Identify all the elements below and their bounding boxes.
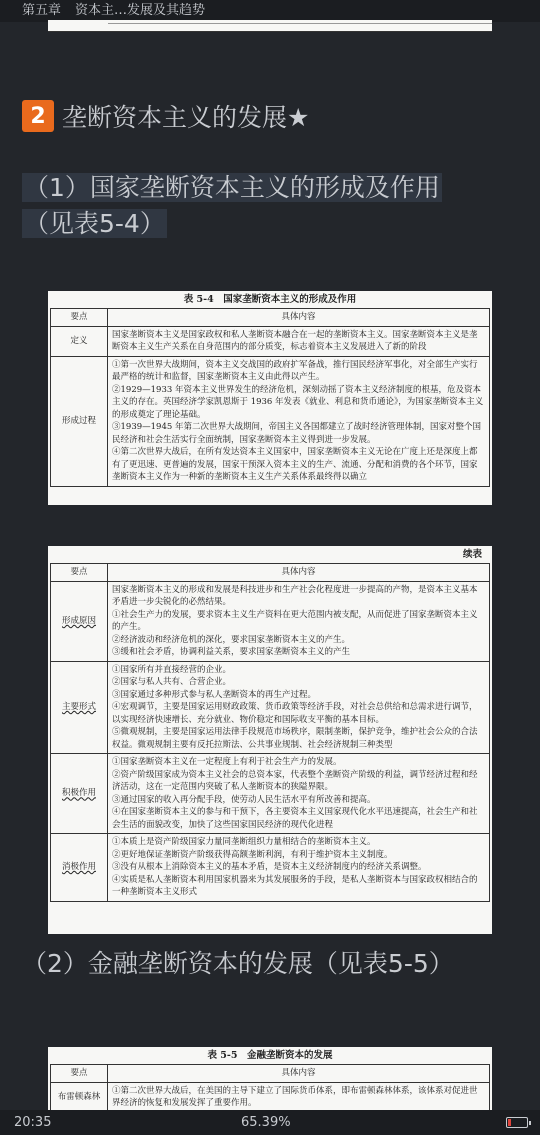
battery-icon <box>506 1117 528 1128</box>
row-key: 消极作用 <box>51 834 108 902</box>
row-key: 布雷顿森林 <box>51 1082 108 1110</box>
subheading-1-line1: （1）国家垄断资本主义的形成及作用 <box>24 173 440 202</box>
row-key: 主要形式 <box>51 661 108 754</box>
table-row <box>51 661 490 754</box>
clock: 20:35 <box>14 1115 52 1130</box>
chapter-title: 资本主…发展及其趋势 <box>75 3 206 18</box>
table-row <box>51 581 490 661</box>
row-text: ①本质上是资产阶级国家力量同垄断组织力量相结合的垄断资本主义。 ②更好地保证垄断资产阶级获得高额垄断利润，有利于维护资本主义制度。 ③没有从根本上消除资本主义的基本矛盾，是资本主义经济制度内的经济关系调整。 ④实质是私人垄断资本利用国家机器来为其发展服务的手段，是私人垄断资本与国家政权相结合的一种垄断资本主义形式 <box>108 834 490 902</box>
subheading-2-line1: （2）金融垄断资本的发展（见表5-5） <box>22 949 454 978</box>
col-header-key: 要点 <box>51 564 108 582</box>
table-5-4-image <box>48 291 492 505</box>
col-header-content: 具体内容 <box>108 1065 490 1083</box>
section-title: 垄断资本主义的发展★ <box>62 103 310 132</box>
table-5-5-image <box>48 1047 492 1110</box>
table-caption: 表 5-5 金融垄断资本的发展 <box>207 1050 333 1061</box>
col-header-key: 要点 <box>51 1065 108 1083</box>
table-row <box>51 356 490 486</box>
row-text: 国家垄断资本主义的形成和发展是科技进步和生产社会化程度进一步提高的产物，是资本主义基本矛盾进一步尖锐化的必然结果。 ①社会生产力的发展，要求资本主义生产资料在更大范围内被支配，从而促进了国家垄断资本主义的产生。 ②经济波动和经济危机的深化，要求国家垄断资本主义的产生。 ③缓和社会矛盾，协调利益关系，要求国家垄断资本主义的产生 <box>108 581 490 661</box>
table-5-4-continued <box>50 563 490 902</box>
section-heading <box>22 97 309 135</box>
reader-top-bar <box>0 0 540 22</box>
col-header-key: 要点 <box>51 309 108 327</box>
table-5-4-continued-image <box>48 546 492 934</box>
table-5-4 <box>50 308 490 487</box>
continued-label: 续表 <box>462 549 482 560</box>
row-key: 积极作用 <box>51 754 108 834</box>
chapter-label: 第五章 <box>22 3 62 18</box>
table-row <box>51 326 490 356</box>
subheading-2 <box>22 946 454 982</box>
row-text: ①国家垄断资本主义在一定程度上有利于社会生产力的发展。 ②资产阶级国家成为资本主义社会的总资本家，代表整个垄断资产阶级的利益，调节经济过程和经济活动，这在一定范围内突破了私人垄断资本的狭隘界限。 ③通过国家的收入再分配手段，使劳动人民生活水平有所改善和提高。 ④在国家垄断资本主义的参与和干预下，各主要资本主义国家现代化水平迅速提高，社会生产和社会生活的面貌改变，加快了这些国家国民经济的现代化进程 <box>108 754 490 834</box>
section-number-badge: 2 <box>22 100 54 132</box>
row-text: ①国家所有并直接经营的企业。 ②国家与私人共有、合营企业。 ③国家通过多种形式参与私人垄断资本的再生产过程。 ④宏观调节，主要是国家运用财政政策、货币政策等经济手段，对社会总供给和总需求进行调节，以实现经济快速增长、充分就业、物价稳定和国际收支平衡的基本目标。 ⑤微观规制，主要是国家运用法律手段规范市场秩序，限制垄断，保护竞争，维护社会公众的合法权益。微观规制主要有反托拉斯法、公共事业规制、社会经济规制三种类型 <box>108 661 490 754</box>
row-key: 定义 <box>51 326 108 356</box>
subheading-1-line2: （见表5-4） <box>24 209 165 238</box>
table-row <box>51 1082 490 1110</box>
table-row <box>51 834 490 902</box>
reading-progress: 65.39% <box>241 1115 291 1130</box>
col-header-content: 具体内容 <box>108 564 490 582</box>
row-key: 形成原因 <box>51 581 108 661</box>
row-key: 形成过程 <box>51 356 108 486</box>
row-text: 国家垄断资本主义是国家政权和私人垄断资本融合在一起的垄断资本主义。国家垄断资本主义是垄断资本主义生产关系在自身范围内的部分质变，标志着资本主义发展进入了新的阶段 <box>108 326 490 356</box>
previous-table-fragment <box>48 20 492 32</box>
reader-status-bar <box>0 1110 540 1135</box>
table-5-5 <box>50 1064 490 1110</box>
table-row <box>51 754 490 834</box>
col-header-content: 具体内容 <box>108 309 490 327</box>
table-caption: 表 5-4 国家垄断资本主义的形成及作用 <box>183 294 357 305</box>
row-text: ①第二次世界大战后，在美国的主导下建立了国际货币体系，即布雷顿森林体系，该体系对促进世界经济的恢复和发展发挥了重要作用。 <box>108 1082 490 1110</box>
subheading-1 <box>22 170 442 242</box>
row-text: ①第一次世界大战期间，资本主义交战国的政府扩军备战，推行国民经济军事化，对全部生产实行最严格的统计和监督，国家垄断资本主义由此得以产生。 ②1929—1933 年资本主义世界发生的经济危机，深刻动摇了资本主义经济制度的根基，危及资本主义的存在。英国经济学家凯恩斯于 1936 年发表《就业、利息和货币通论》，为国家垄断资本主义的形成奠定了理论基础。 ③1939—1945 年第二次世界大战期间，帝国主义各国都建立了战时经济管理体制，国家对整个国民经济和社会生活实行全面统制，国家垄断资本主义得到进一步发展。 ④第二次世界大战后，在所有发达资本主义国家中，国家垄断资本主义无论在广度上还是深度上都有了更迅速、更普遍的发展，国家干预深入资本主义的生产、流通、分配和消费的各个环节，国家垄断资本主义作为一种新的垄断资本主义生产关系体系最终得以确立 <box>108 356 490 486</box>
